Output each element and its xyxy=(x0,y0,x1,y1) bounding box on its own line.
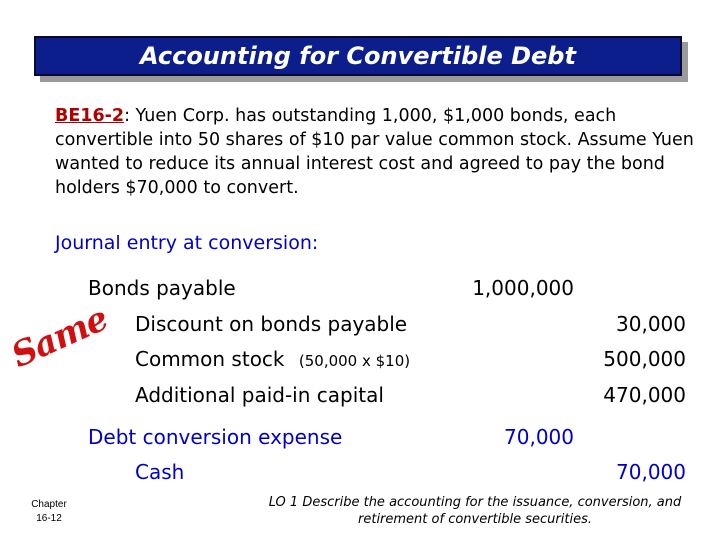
journal-debit-bonds-payable: 1,000,000 xyxy=(472,276,574,300)
journal-account-apic: Additional paid-in capital xyxy=(135,383,384,407)
journal-credit-discount: 30,000 xyxy=(616,312,686,336)
chapter-text: Chapter xyxy=(31,499,67,510)
journal-account-bonds-payable: Bonds payable xyxy=(88,276,236,300)
same-annotation: Same xyxy=(5,298,114,376)
chapter-number: 16-12 xyxy=(36,513,62,524)
problem-statement xyxy=(55,104,695,200)
journal-account-cash: Cash xyxy=(135,460,185,484)
journal-credit-cash: 70,000 xyxy=(616,460,686,484)
journal-account-conversion-expense: Debt conversion expense xyxy=(88,425,343,449)
learning-objective: LO 1 Describe the accounting for the issuance, conversion, and retirement of convertible securities. xyxy=(268,495,682,527)
journal-entry-heading: Journal entry at conversion: xyxy=(55,232,319,254)
page-title: Accounting for Convertible Debt xyxy=(140,42,576,70)
journal-account-common-stock xyxy=(135,347,410,371)
title-bar xyxy=(34,36,682,76)
journal-debit-conversion-expense: 70,000 xyxy=(504,425,574,449)
common-stock-label: Common stock xyxy=(135,347,285,371)
problem-text: : Yuen Corp. has outstanding 1,000, $1,000 bonds, each convertible into 50 shares of $10 par value common stock. Assume Yuen wanted to reduce its annual interest cost and agreed to pay the bond holders $70,000 to convert. xyxy=(55,106,694,198)
common-stock-note: (50,000 x $10) xyxy=(298,352,411,370)
journal-credit-apic: 470,000 xyxy=(603,383,686,407)
journal-credit-common-stock: 500,000 xyxy=(603,347,686,371)
chapter-label xyxy=(26,498,72,526)
journal-account-discount: Discount on bonds payable xyxy=(135,312,408,336)
problem-id: BE16-2 xyxy=(55,106,125,126)
